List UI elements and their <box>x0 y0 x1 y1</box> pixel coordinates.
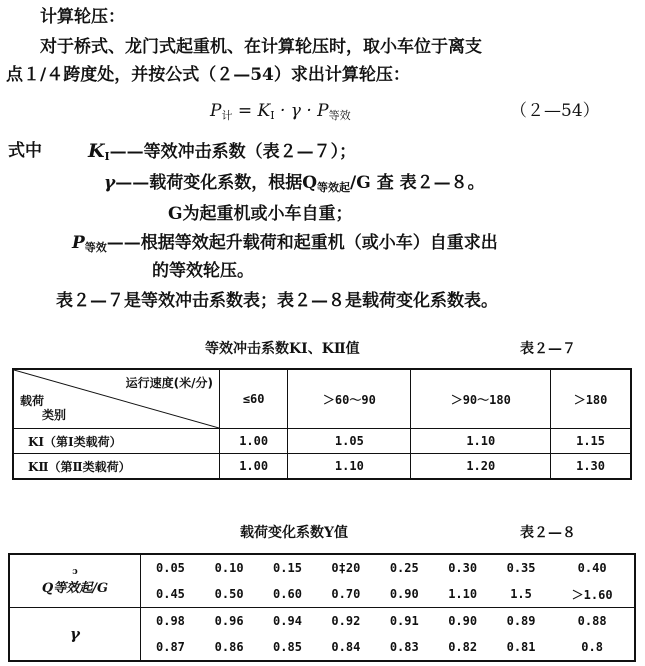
table1-number <box>520 338 576 358</box>
definition-p <box>72 232 498 259</box>
table-cell: 0.98 <box>141 608 200 635</box>
table-cell: 0.25 <box>389 561 419 575</box>
def-subscript: Ⅰ <box>104 150 110 163</box>
caption-number: 表２—８ <box>520 525 576 541</box>
header-cell: ＞60～90 <box>288 369 411 429</box>
table-cell: 0‡20 <box>331 561 361 575</box>
heading <box>40 6 125 28</box>
formula-subscript: Ⅰ <box>270 109 275 122</box>
corner-bottom-line1: 载荷 <box>20 394 45 408</box>
def-text: ——载荷变化系数，根据Q <box>115 173 318 193</box>
def-text: 的等效轮压。 <box>152 261 254 281</box>
table-cell: 0.89 <box>492 608 550 635</box>
table-row <box>13 429 631 454</box>
table-cell: 0.90 <box>433 608 491 635</box>
table-cell: 0.10 <box>214 561 244 575</box>
formula-symbol: P <box>210 101 222 121</box>
paragraph-text: 对于桥式、龙门式起重机、在计算轮压时，取小车位于离支 <box>40 37 482 57</box>
summary-text: 表２—７是等效冲击系数表；表２—８是载荷变化系数表。 <box>56 291 498 311</box>
definition-gamma-cont <box>168 203 353 225</box>
paragraph-line-2 <box>6 64 410 86</box>
table-cell: 0.81 <box>506 640 536 654</box>
def-symbol: γ <box>104 173 116 193</box>
table-cell: 0.70 <box>331 587 361 601</box>
table-row <box>9 608 635 635</box>
caption-text: 等效冲击系数KⅠ、KⅡ值 <box>205 341 360 357</box>
table-cell: 0.05 <box>156 561 185 575</box>
table2-caption <box>240 522 348 542</box>
table-cell: 0.40 <box>577 561 607 575</box>
formula-number-text: （２—54） <box>510 101 600 121</box>
table-cell: 0.92 <box>317 608 375 635</box>
table-cell: 0.60 <box>273 587 302 601</box>
table-cell: 1.10 <box>288 454 411 480</box>
table-cell: 0.94 <box>258 608 316 635</box>
table-cell: ＞1.60 <box>571 587 613 602</box>
table-cell: 0.90 <box>389 587 419 601</box>
table2-number <box>520 522 576 542</box>
def-text: ——等效冲击系数（表２—７）； <box>109 142 357 162</box>
row-label: KⅠ（第Ⅰ类载荷） <box>13 429 220 454</box>
heading-text: 计算轮压： <box>40 7 125 27</box>
table-cell: 0.96 <box>200 608 258 635</box>
table-cell: 1.00 <box>220 454 288 480</box>
q-label-cell <box>9 554 141 608</box>
corner-bottom-label <box>20 394 66 422</box>
table-cell: 1.05 <box>288 429 411 454</box>
def-symbol: P <box>72 233 85 253</box>
summary <box>56 290 498 312</box>
table-cell: 0.50 <box>214 587 244 601</box>
table-cell: 0.87 <box>156 640 185 654</box>
def-text: /G 查 表２—８。 <box>350 173 485 193</box>
q-label: Q等效起/G <box>41 580 109 596</box>
q-mark: ɔ <box>72 566 78 577</box>
def-subscript: 等效起 <box>317 181 351 194</box>
table-cell: 0.15 <box>273 561 302 575</box>
load-variation-table <box>8 553 636 662</box>
impact-coefficient-table <box>12 368 632 480</box>
table-cell: 0.83 <box>389 640 419 654</box>
caption-number: 表２—７ <box>520 341 576 357</box>
gamma-label-cell: γ <box>9 608 141 662</box>
table-cell: 0.91 <box>375 608 433 635</box>
table-cell: 1.10 <box>411 429 551 454</box>
table-cell: 0.35 <box>506 561 536 575</box>
table-cell: 1.15 <box>551 429 631 454</box>
formula-symbol: · γ · P <box>274 101 329 121</box>
table-cell: 1.30 <box>551 454 631 480</box>
table-cell: 0.84 <box>331 640 361 654</box>
table-cell: 1.5 <box>510 587 532 601</box>
def-symbol: K <box>88 140 105 162</box>
corner-top-label: 运行速度(米/分) <box>125 376 213 390</box>
table-cell: 0.45 <box>156 587 185 601</box>
formula-subscript: 计 <box>221 109 233 122</box>
where-text: 式中 <box>8 141 42 161</box>
row-label: KⅡ（第Ⅱ类载荷） <box>13 454 220 480</box>
def-text: G为起重机或小车自重； <box>168 204 353 224</box>
table-cell: 1.10 <box>448 587 478 601</box>
formula-number <box>510 100 600 122</box>
header-cell: ＞90～180 <box>411 369 551 429</box>
definition-p-cont <box>152 260 254 282</box>
corner-cell <box>13 369 220 429</box>
table-cell: 1.20 <box>411 454 551 480</box>
table1-caption <box>205 338 360 358</box>
table-cell: 0.8 <box>581 640 603 654</box>
definition-gamma <box>104 172 485 199</box>
def-subscript: 等效 <box>84 241 107 254</box>
paragraph-text: 点１/４跨度处，并按公式（２—54）求出计算轮压： <box>6 65 410 85</box>
table-cell: 0.82 <box>448 640 478 654</box>
formula-symbol: = K <box>232 101 271 121</box>
table-cell: 0.86 <box>214 640 244 654</box>
table-row <box>9 554 635 581</box>
header-cell: ＞180 <box>551 369 631 429</box>
caption-text: 载荷变化系数Y值 <box>240 525 348 541</box>
table-cell: 1.00 <box>220 429 288 454</box>
table-cell: 0.30 <box>448 561 478 575</box>
formula <box>210 100 351 127</box>
where-label <box>8 140 42 162</box>
corner-bottom-line2: 类别 <box>42 408 67 422</box>
definition-k <box>88 140 356 168</box>
corner-diagonal <box>14 370 219 428</box>
def-text: ——根据等效起升载荷和起重机（或小车）自重求出 <box>106 233 498 253</box>
table-cell: 0.85 <box>273 640 302 654</box>
paragraph-line-1 <box>40 36 482 58</box>
table-cell: 0.88 <box>550 608 635 635</box>
table-row <box>13 454 631 480</box>
header-cell: ≤60 <box>220 369 288 429</box>
formula-subscript: 等效 <box>328 109 351 122</box>
table-header-row <box>13 369 631 429</box>
